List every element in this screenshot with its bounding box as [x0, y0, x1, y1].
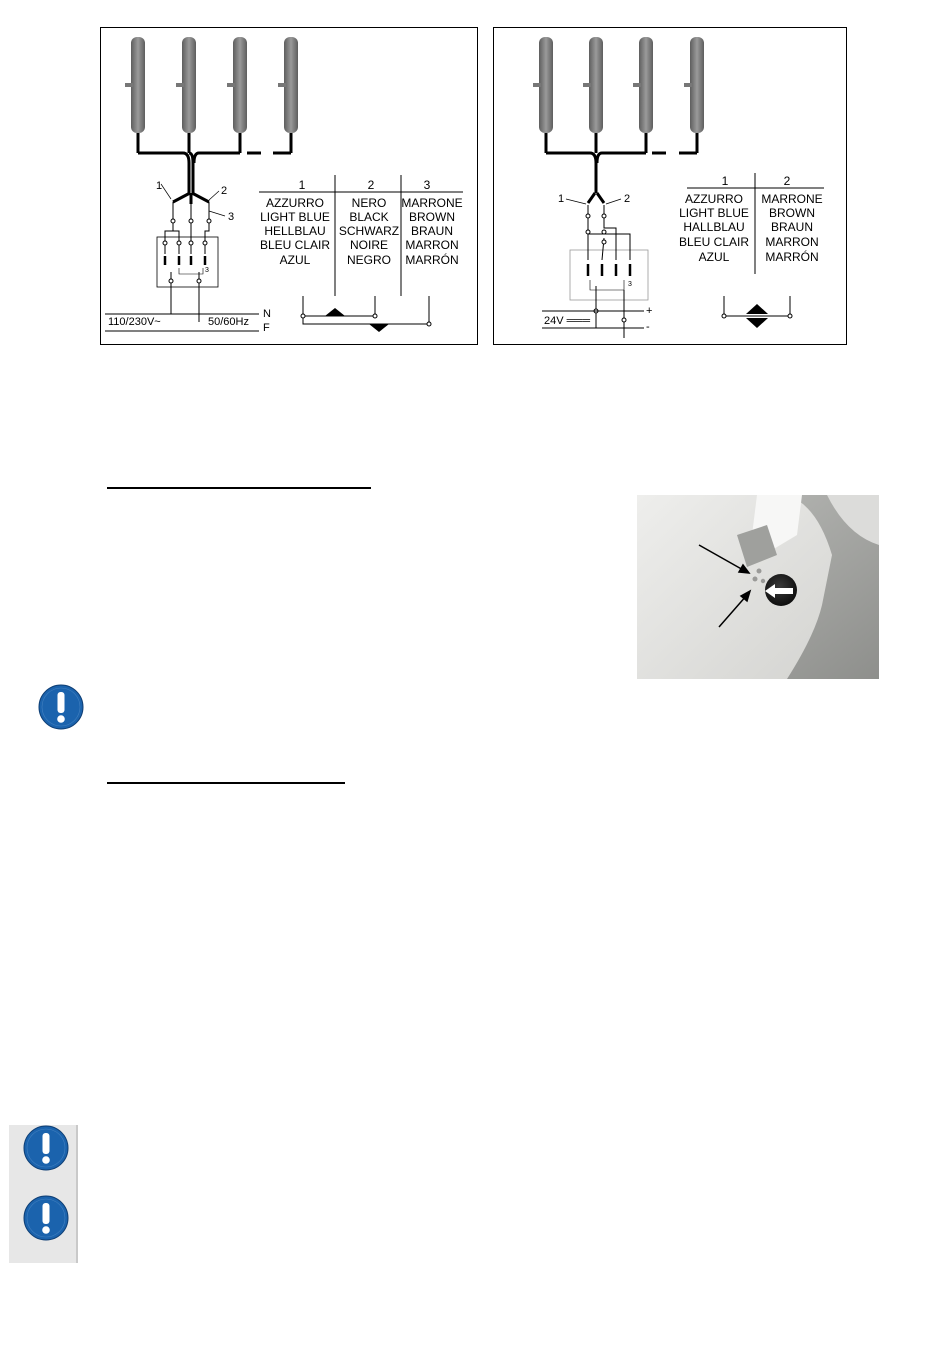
table-cell: MARRÓN: [405, 253, 459, 267]
arrow-up-icon: [746, 304, 768, 314]
arrow-down-icon: [369, 324, 389, 332]
table-cell: BROWN: [409, 210, 455, 224]
table-cell: BRAUN: [410, 224, 454, 238]
actuator-4: [684, 37, 704, 133]
table-header-2: 2: [783, 174, 791, 188]
exclamation-circle-icon: [23, 1195, 69, 1241]
table-cell: BROWN: [769, 206, 815, 220]
actuator-1: [125, 37, 145, 133]
table-cell: BLEU CLAIR: [259, 238, 331, 252]
table-cell: MARRON: [765, 235, 819, 249]
table-cell: AZZURRO: [685, 192, 743, 206]
terminal-plus: +: [646, 305, 653, 317]
supply-frequency: 50/60Hz: [208, 316, 249, 328]
fan-wires: [173, 202, 209, 221]
table-cell: LIGHT BLUE: [260, 210, 330, 224]
table-cell: BLACK: [349, 210, 389, 224]
wiring-diagram-230v: [100, 27, 478, 345]
terminal-n: N: [263, 308, 271, 320]
switch-box: [157, 219, 218, 322]
switch-label: 3: [628, 281, 632, 288]
wire-label-1: 1: [558, 193, 565, 205]
actuator-4: [278, 37, 298, 133]
table-header-1: 1: [721, 174, 729, 188]
table-cell: SCHWARZ: [338, 224, 400, 238]
table-cell: NERO: [351, 196, 387, 210]
wire-label-3: 3: [228, 211, 235, 223]
wire-colour-table: [259, 175, 463, 296]
supply-voltage: 110/230V~: [108, 316, 161, 328]
table-cell: NOIRE: [349, 238, 389, 252]
up-down-direction-symbol: [722, 296, 792, 328]
table-cell: MARRÓN: [765, 250, 819, 264]
exclamation-circle-icon: [38, 684, 84, 730]
actuator-1: [533, 37, 553, 133]
section-heading-underline: [107, 487, 371, 489]
wire-label-2: 2: [624, 193, 631, 205]
arrow-up-icon: [325, 308, 345, 316]
table-header-1: 1: [298, 178, 306, 192]
margin-sidebar: [9, 1125, 78, 1263]
exclamation-circle-icon: [23, 1125, 69, 1171]
wiring-diagram-24v-drawing: [494, 28, 846, 344]
wire-label-2: 2: [221, 185, 228, 197]
terminal-minus: -: [646, 321, 650, 333]
section-heading-underline: [107, 782, 345, 784]
table-cell: AZUL: [279, 253, 311, 267]
terminal-f: F: [263, 322, 270, 334]
actuator-3: [633, 37, 653, 133]
table-cell: BRAUN: [770, 220, 814, 234]
table-cell: MARRON: [405, 238, 459, 252]
table-header-2: 2: [367, 178, 375, 192]
cable-bundle: [138, 133, 291, 204]
up-down-direction-symbol: [301, 296, 431, 332]
arrow-down-icon: [746, 318, 768, 328]
table-cell: MARRONE: [401, 196, 463, 210]
table-header-3: 3: [423, 178, 431, 192]
table-cell: BLEU CLAIR: [678, 235, 750, 249]
wiring-diagram-24v: [493, 27, 847, 345]
table-cell: HELLBLAU: [264, 224, 326, 238]
table-cell: AZUL: [698, 250, 730, 264]
actuator-2: [176, 37, 196, 133]
wire-label-1: 1: [156, 180, 163, 192]
table-cell: MARRONE: [761, 192, 823, 206]
table-cell: NEGRO: [346, 253, 392, 267]
device-photo: [637, 495, 879, 679]
actuator-3: [227, 37, 247, 133]
table-cell: AZZURRO: [266, 196, 324, 210]
wiring-diagram-230v-drawing: [101, 28, 477, 344]
table-cell: HALLBLAU: [683, 220, 745, 234]
actuator-2: [583, 37, 603, 133]
table-cell: LIGHT BLUE: [679, 206, 749, 220]
switch-label: 3: [205, 267, 209, 274]
supply-voltage: 24V ═══: [544, 315, 591, 327]
wire-colour-table: [679, 173, 824, 274]
cable-bundle: [546, 133, 697, 203]
